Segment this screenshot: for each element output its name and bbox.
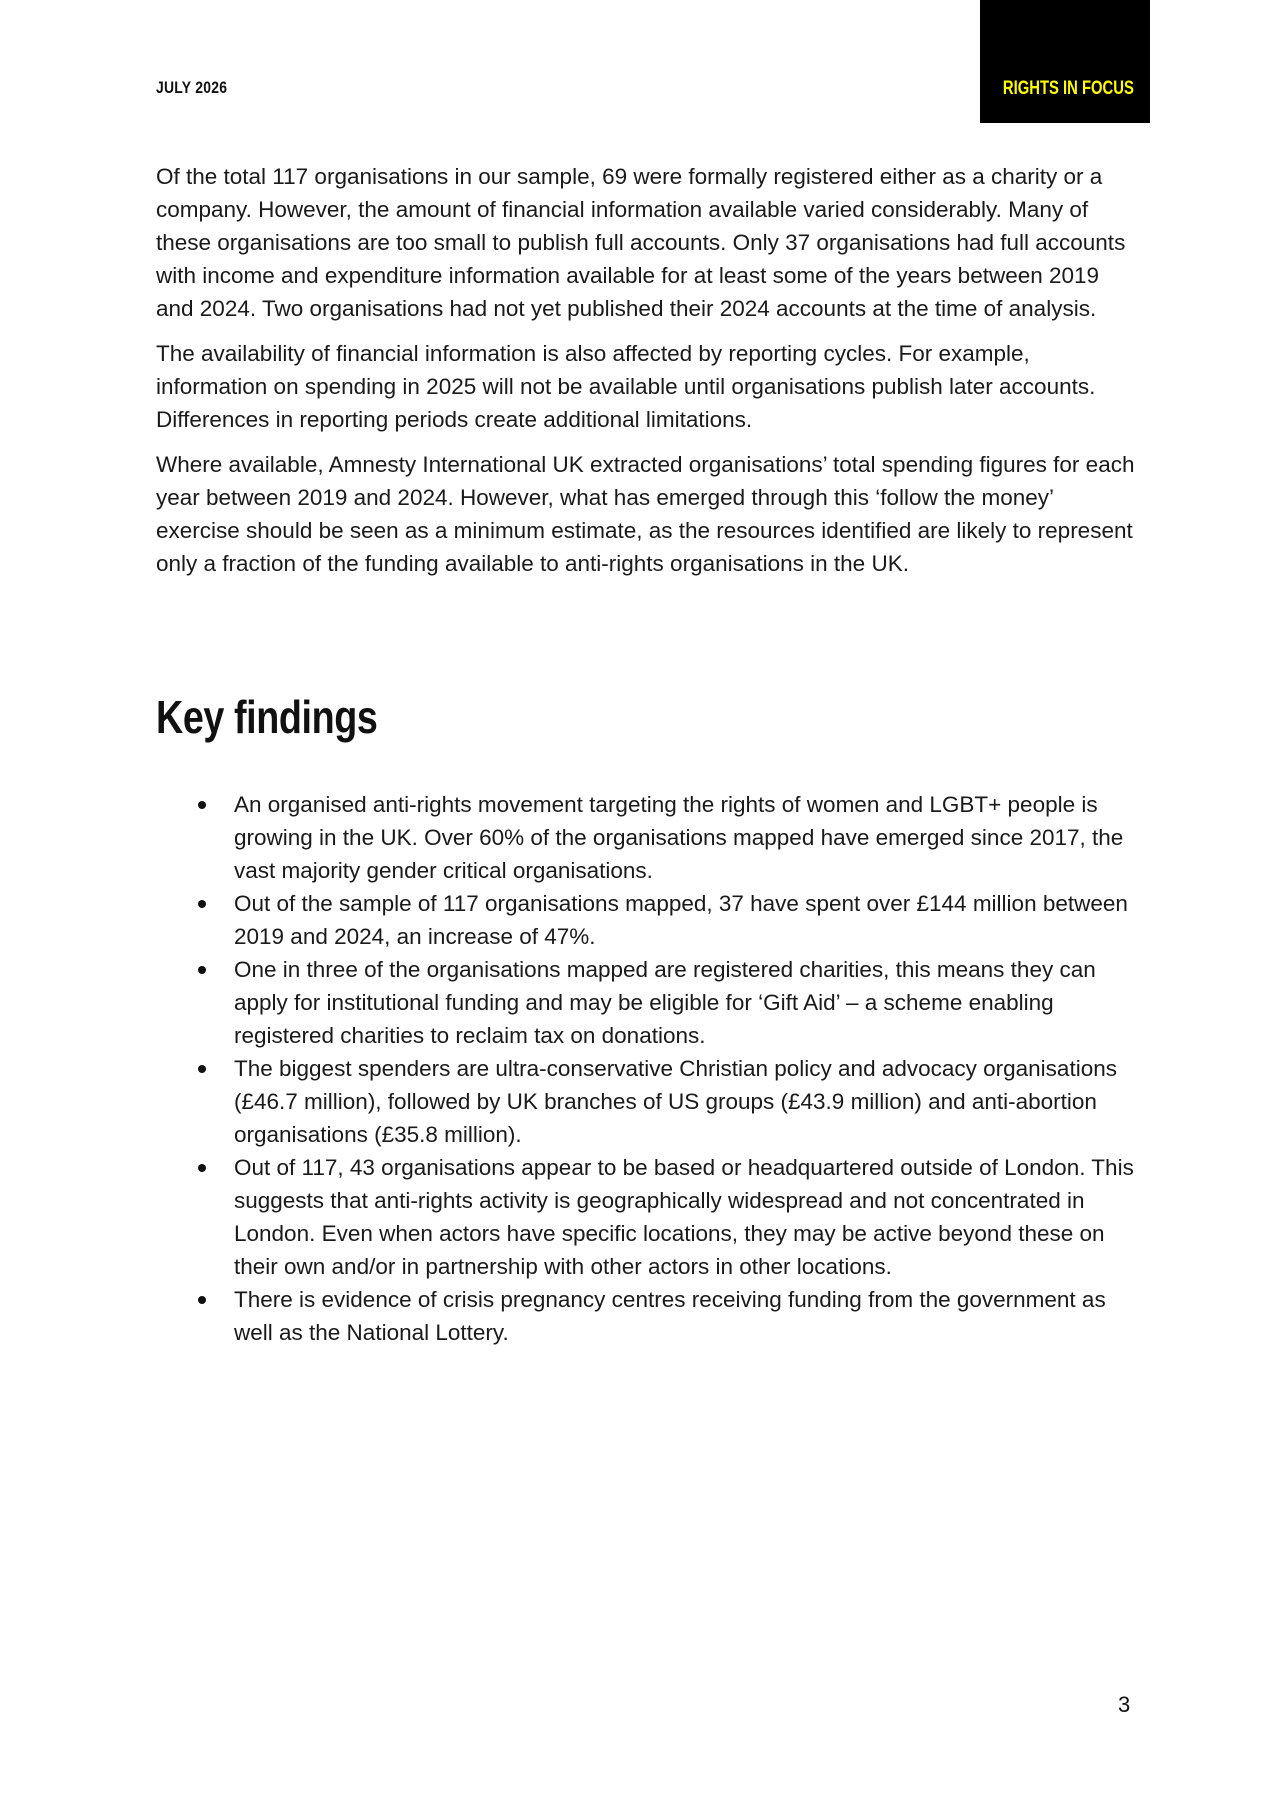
bullet-icon [198,1164,206,1172]
bullet-icon [198,1296,206,1304]
brand-block [980,0,1150,123]
body-text [156,160,1136,592]
page-number: 3 [1118,1692,1131,1717]
bullet-icon [198,801,206,809]
list-item [156,1283,1136,1349]
report-date: JULY 2026 [156,78,228,97]
paragraph-spending-figures: Where available, Amnesty International UK extracted organisations’ total spending figures for each year between 2019 and 2024. However, what has emerged through this ‘follow the money’ exercise should be seen as a minimum estimate, as the resources identified are likely to represent only a fraction of the funding available to anti-rights organisations in the UK. [156,452,1135,576]
list-item-text: One in three of the organisations mapped are registered charities, this means they can apply for institutional funding and may be eligible for ‘Gift Aid’ – a scheme enabling registered charities to reclaim tax on donations. [234,957,1096,1048]
bullet-icon [198,966,206,974]
bullet-icon [198,900,206,908]
list-item [156,788,1136,887]
list-item [156,953,1136,1052]
list-item-text: An organised anti-rights movement targeting the rights of women and LGBT+ people is growing in the UK. Over 60% of the organisations mapped have emerged since 2017, the vast majority gender critical organisations. [234,792,1124,883]
paragraph-sample: Of the total 117 organisations in our sample, 69 were formally registered either as a charity or a company. However, the amount of financial information available varied considerably. Many of these organisations are too small to publish full accounts. Only 37 organisations had full accounts with income and expenditure information available for at least some of the years between 2019 and 2024. Two organisations had not yet published their 2024 accounts at the time of analysis. [156,164,1126,321]
list-item [156,887,1136,953]
paragraph-reporting-cycles: The availability of financial information is also affected by reporting cycles. For example, information on spending in 2025 will not be available until organisations publish later accounts. Differences in reporting periods create additional limitations. [156,341,1096,432]
list-item-text: There is evidence of crisis pregnancy centres receiving funding from the government as well as the National Lottery. [234,1287,1106,1345]
list-item-text: Out of 117, 43 organisations appear to be based or headquartered outside of London. This suggests that anti-rights activity is geographically widespread and not concentrated in London. Even when actors have specific locations, they may be active beyond these on their own and/or in partnership with other actors in other locations. [234,1155,1134,1279]
list-item-text: The biggest spenders are ultra-conservative Christian policy and advocacy organisations (£46.7 million), followed by UK branches of US groups (£43.9 million) and anti-abortion organisations (£35.8 million). [234,1056,1117,1147]
brand-label: RIGHTS IN FOCUS [1003,78,1134,99]
list-item [156,1151,1136,1283]
list-item [156,1052,1136,1151]
list-item-text: Out of the sample of 117 organisations mapped, 37 have spent over £144 million between 2019 and 2024, an increase of 47%. [234,891,1128,949]
bullet-icon [198,1065,206,1073]
section-heading-key-findings: Key findings [156,691,378,743]
key-findings-list [156,788,1136,1349]
